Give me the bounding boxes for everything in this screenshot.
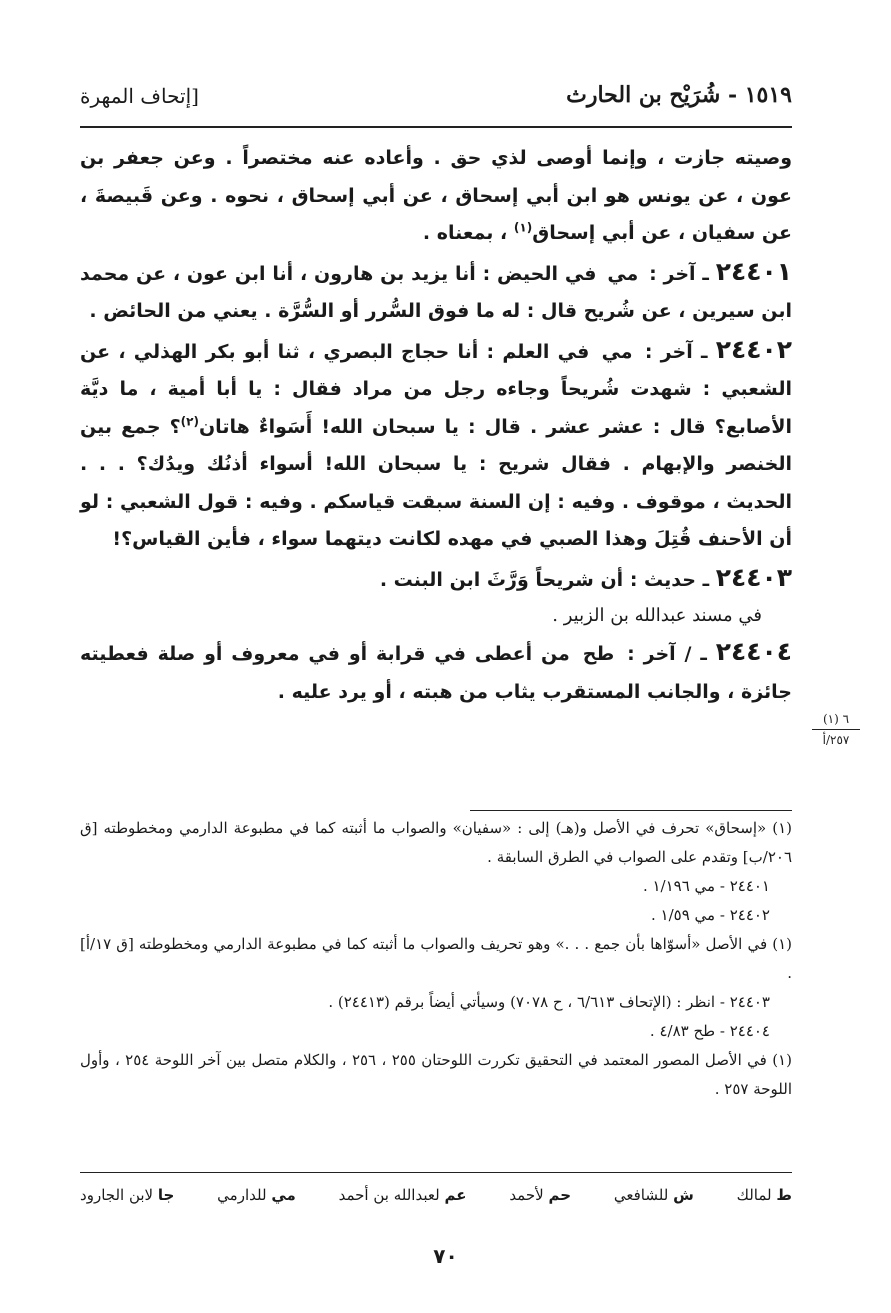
hadith-24401 (80, 253, 792, 331)
hadith-lead: ـ آخر : (644, 340, 708, 363)
intro-end: ، بمعناه . (422, 222, 508, 244)
hadith-lead: ـ آخر : (649, 262, 709, 285)
legend-item: عم لعبدالله بن أحمد (338, 1186, 467, 1204)
page-number: ٧٠ (433, 1244, 458, 1268)
margin-note-bottom: ٢٥٧/أ (822, 733, 850, 747)
hadith-24402 (80, 331, 792, 559)
hadith-number: ٢٤٤٠٢ (715, 334, 793, 364)
footnote-source: ٢٤٤٠٤ - طح ٤/٨٣ . (649, 1022, 770, 1040)
source-code: مي (601, 340, 633, 363)
legend-item: جا لابن الجارود (80, 1186, 175, 1204)
source-code: طح (582, 643, 615, 665)
hadith-text-cont: ؟ جمع بين الخنصر والإبهام . فقال شريح : يا سبحان الله! أسواء أذنُك ويدُك؟ . . . الحديث ، موقوف . وفيه : إن السنة سبقت قياسكم . وفيه : قول الشعبي : لو أن الأحنف قُتِلَ وهذا الصبي في مهده لكانت ديتهما سواء ، فأين القياس؟! (80, 415, 792, 550)
hadith-text: في الحيض : أنا يزيد بن هارون ، أنا ابن عون ، عن محمد ابن سيرين ، عن شُريح قال : له ما فوق السُّرر أو السُّرَّة . يعني من الحائض . (80, 262, 792, 322)
hadith-lead: ـ حديث : (629, 568, 710, 591)
footnotes (80, 814, 792, 1104)
margin-divider (812, 729, 860, 730)
hadith-number: ٢٤٤٠١ (715, 256, 792, 286)
header-rule (80, 126, 792, 128)
footnote: (١) في الأصل «أسوّاها بأن جمع . . .» وهو تحريف والصواب ما أثبته كما في مطبوعة الدارمي ومخطوطته [ق ١٧/أ] . (80, 935, 792, 982)
abbreviation-legend (80, 1186, 792, 1204)
hadith-number: ٢٤٤٠٣ (715, 562, 792, 592)
legend-item: مي للدارمي (217, 1186, 296, 1204)
book-title: [إتحاف المهرة (80, 84, 199, 108)
hadith-24404 (80, 633, 792, 711)
footnote-source: ٢٤٤٠٣ - انظر : (الإتحاف ٦/٦١٣ ، ح ٧٠٧٨) وسيأتي أيضاً برقم (٢٤٤١٣) . (328, 993, 770, 1011)
hadith-text: أن شريحاً وَرَّثَ ابن البنت . (379, 568, 624, 591)
source-code: مي (607, 262, 639, 285)
legend-item: ش للشافعي (613, 1186, 694, 1204)
footnote-ref: (١) (513, 220, 533, 235)
hadith-text: من أعطى في قرابة أو في معروف أو صلة فعطيته جائزة ، والجانب المستقرب يثاب من هبته ، أو يرد عليه . (80, 643, 792, 703)
footnote-rule (470, 810, 792, 811)
hadith-text: في العلم : أنا حجاج البصري ، ثنا أبو بكر الهذلي ، عن الشعبي : شهدت شُريحاً وجاءه رجل من مراد فقال : يا أبا أمية ، ما ديَّة الأصابع؟ قال : عشر عشر . قال : يا سبحان الله! أَسَواءٌ هاتان (80, 340, 792, 438)
intro-text: وصيته جازت ، وإنما أوصى لذي حق . وأعاده عنه مختصراً . وعن جعفر بن عون ، عن يونس هو ابن أبي إسحاق ، عن أبي إسحاق ، نحوه . وعن قَبيصةَ ، عن سفيان ، عن أبي إسحاق (80, 147, 792, 244)
intro-paragraph (80, 140, 792, 253)
section-subheading: في مسند عبدالله بن الزبير . (552, 605, 762, 626)
footnote-source: ٢٤٤٠٢ - مي ١/٥٩ . (651, 906, 770, 924)
footnote-source: ٢٤٤٠١ - مي ١/١٩٦ . (642, 877, 770, 895)
legend-rule (80, 1172, 792, 1173)
hadith-lead: ـ / آخر : (627, 643, 707, 665)
main-text (80, 140, 792, 711)
hadith-24403 (80, 559, 792, 600)
running-header (80, 82, 792, 116)
margin-note (806, 712, 866, 747)
legend-item: ط لمالك (736, 1186, 792, 1204)
legend-item: حم لأحمد (509, 1186, 572, 1204)
chapter-title: ١٥١٩ - شُرَيْح بن الحارث (566, 82, 792, 108)
footnote: (١) «إسحاق» تحرف في الأصل و(هـ) إلى : «سفيان» والصواب ما أثبته كما في مطبوعة الدارمي ومخطوطته [ق ٢٠٦/ب] وتقدم على الصواب في الطرق السابقة . (80, 819, 792, 866)
footnote: (١) في الأصل المصور المعتمد في التحقيق تكررت اللوحتان ٢٥٥ ، ٢٥٦ ، والكلام متصل بين آخر اللوحة ٢٥٤ ، وأول اللوحة ٢٥٧ . (80, 1051, 792, 1098)
margin-note-top: ٦ (١) (822, 712, 850, 726)
footnote-ref: (٢) (180, 414, 199, 429)
hadith-number: ٢٤٤٠٤ (715, 637, 792, 666)
